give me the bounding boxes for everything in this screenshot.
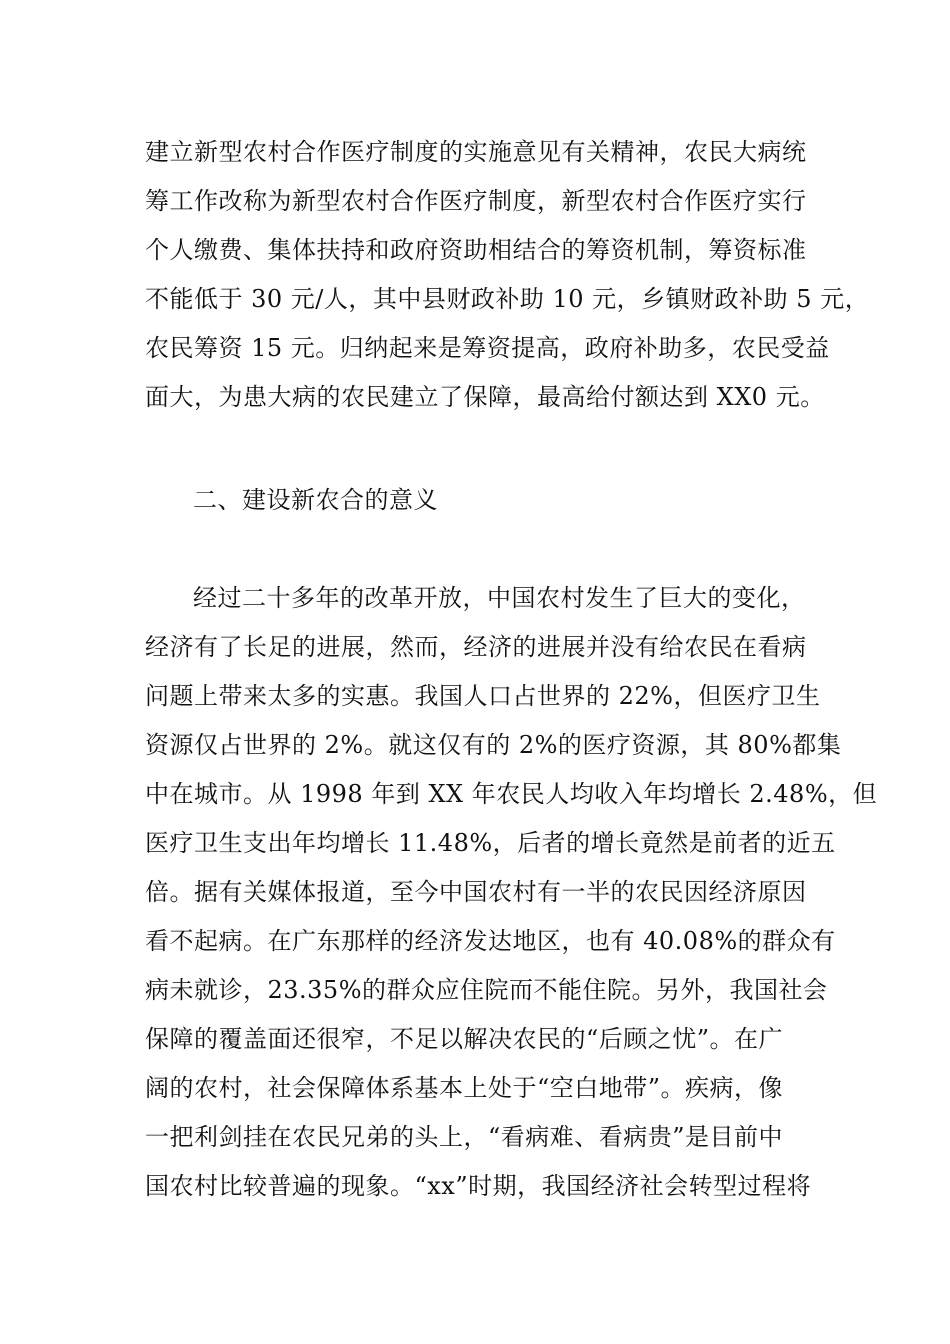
paragraph-line: 病未就诊，23.35%的群众应住院而不能住院。另外，我国社会 bbox=[145, 976, 828, 1004]
paragraph-line: 一把利剑挂在农民兄弟的头上，“看病难、看病贵”是目前中 bbox=[145, 1123, 784, 1151]
paragraph-line: 中在城市。从 1998 年到 XX 年农民人均收入年均增长 2.48%，但 bbox=[145, 780, 878, 808]
paragraph-line: 筹工作改称为新型农村合作医疗制度，新型农村合作医疗实行 bbox=[145, 187, 807, 215]
paragraph-line: 不能低于 30 元/人，其中县财政补助 10 元，乡镇财政补助 5 元， bbox=[145, 285, 870, 313]
paragraph-line: 保障的覆盖面还很窄，不足以解决农民的“后顾之忧”。在广 bbox=[145, 1025, 784, 1053]
paragraph-line: 医疗卫生支出年均增长 11.48%，后者的增长竟然是前者的近五 bbox=[145, 829, 836, 857]
paragraph-funding-mechanism bbox=[145, 128, 870, 422]
paragraph-line: 倍。据有关媒体报道，至今中国农村有一半的农民因经济原因 bbox=[145, 878, 807, 906]
paragraph-line: 资源仅占世界的 2%。就这仅有的 2%的医疗资源，其 80%都集 bbox=[145, 731, 842, 759]
paragraph-significance bbox=[145, 574, 878, 1211]
paragraph-line: 个人缴费、集体扶持和政府资助相结合的筹资机制，筹资标准 bbox=[145, 236, 807, 264]
paragraph-line: 面大，为患大病的农民建立了保障，最高给付额达到 XX0 元。 bbox=[145, 383, 825, 411]
section-heading bbox=[145, 476, 835, 525]
paragraph-line: 建立新型农村合作医疗制度的实施意见有关精神，农民大病统 bbox=[145, 138, 807, 166]
section-heading-text: 二、建设新农合的意义 bbox=[193, 486, 438, 514]
paragraph-line: 阔的农村，社会保障体系基本上处于“空白地带”。疾病，像 bbox=[145, 1074, 784, 1102]
paragraph-line: 经过二十多年的改革开放，中国农村发生了巨大的变化， bbox=[193, 584, 806, 612]
paragraph-line: 国农村比较普遍的现象。“xx”时期，我国经济社会转型过程将 bbox=[145, 1172, 812, 1200]
paragraph-line: 问题上带来太多的实惠。我国人口占世界的 22%，但医疗卫生 bbox=[145, 682, 821, 710]
paragraph-line: 看不起病。在广东那样的经济发达地区，也有 40.08%的群众有 bbox=[145, 927, 836, 955]
paragraph-line: 农民筹资 15 元。归纳起来是筹资提高，政府补助多，农民受益 bbox=[145, 334, 830, 362]
paragraph-line: 经济有了长足的进展，然而，经济的进展并没有给农民在看病 bbox=[145, 633, 807, 661]
